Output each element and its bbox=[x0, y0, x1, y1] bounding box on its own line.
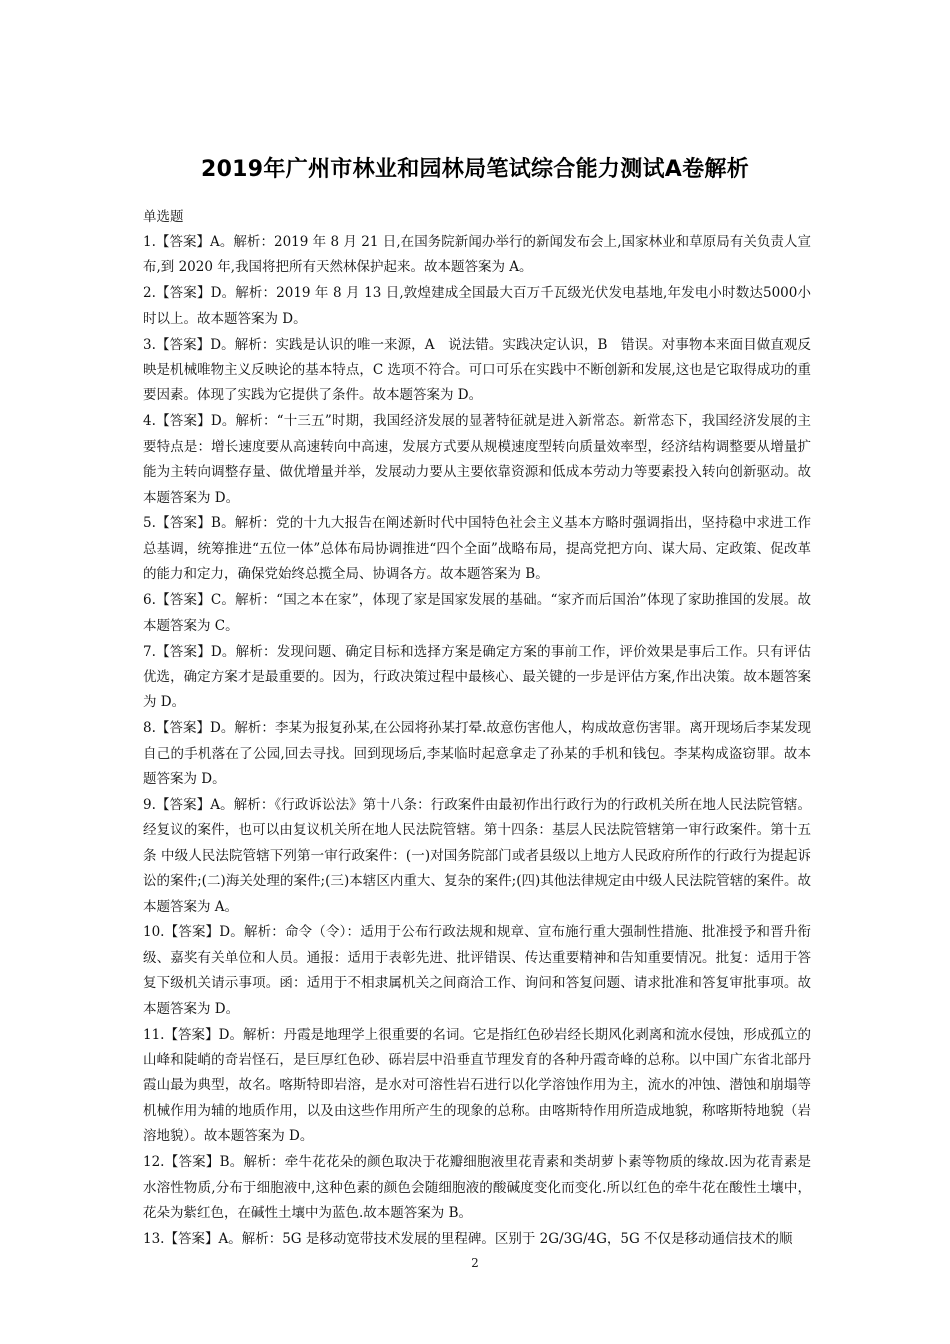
answer-item-5: 5.【答案】B。解析：党的十九大报告在阐述新时代中国特色社会主义基本方略时强调指出，坚持稳中求进工作总基调，统筹推进“五位一体”总体布局协调推进“四个全面”战略布局，提高党把方向、谋大局、定政策、促改革的能力和定力，确保党始终总揽全局、协调各方。故本题答案为 B。 bbox=[143, 515, 811, 583]
section-label: 单选题 bbox=[143, 209, 184, 225]
answer-item-2: 2.【答案】D。解析：2019 年 8 月 13 日,敦煌建成全国最大百万千瓦级光伏发电基地,年发电小时数达5000小时以上。故本题答案为 D。 bbox=[143, 285, 811, 327]
answer-item-4: 4.【答案】D。解析：“十三五”时期，我国经济发展的显著特征就是进入新常态。新常态下，我国经济发展的主要特点是：增长速度要从高速转向中高速，发展方式要从规模速度型转向质量效率型，经济结构调整要从增量扩能为主转向调整存量、做优增量并举，发展动力要从主要依靠资源和低成本劳动力等要素投入转向创新驱动。故本题答案为 D。 bbox=[143, 413, 811, 506]
document-title: 2019年广州市林业和园林局笔试综合能力测试A卷解析 bbox=[200, 157, 750, 182]
answer-item-7: 7.【答案】D。解析：发现问题、确定目标和选择方案是确定方案的事前工作，评价效果是事后工作。只有评估优选，确定方案才是最重要的。因为，行政决策过程中最核心、最关键的一步是评估方案,作出决策。故本题答案为 D。 bbox=[143, 643, 811, 711]
answer-item-12: 12.【答案】B。解析：牵牛花花朵的颜色取决于花瓣细胞液里花青素和类胡萝卜素等物质的缘故.因为花青素是水溶性物质,分布于细胞液中,这种色素的颜色会随细胞液的酸碱度变化而变化.所以红色的牵牛花在酸性土壤中，花朵为紫红色，在碱性土壤中为蓝色.故本题答案为 B。 bbox=[143, 1154, 811, 1221]
page-number: 2 bbox=[471, 1256, 479, 1270]
answer-item-10: 10.【答案】D。解析：命令（令）：适用于公布行政法规和规章、宣布施行重大强制性措施、批准授予和晋升衔级、嘉奖有关单位和人员。通报：适用于表彰先进、批评错误、传达重要精神和告知重要情况。批复：适用于答复下级机关请示事项。函：适用于不相隶属机关之间商洽工作、询问和答复问题、请求批准和答复审批事项。故本题答案为 D。 bbox=[143, 924, 811, 1017]
answer-item-3: 3.【答案】D。解析：实践是认识的唯一来源，A 说法错。实践决定认识，B 错误。对事物本来面目做直观反映是机械唯物主义反映论的基本特点，C 选项不符合。可口可乐在实践中不断创新和发展,这也是它取得成功的重要因素。体现了实践为它提供了条件。故本题答案为 D。 bbox=[143, 336, 811, 404]
answer-item-13: 13.【答案】A。解析：5G 是移动宽带技术发展的里程碑。区别于 2G/3G/4G，5G 不仅是移动通信技术的顺 bbox=[143, 1230, 793, 1247]
answer-item-8: 8.【答案】D。解析：李某为报复孙某,在公园将孙某打晕.故意伤害他人，构成故意伤害罪。离开现场后李某发现自己的手机落在了公园,回去寻找。回到现场后,李某临时起意拿走了孙某的手机和钱包。李某构成盗窃罪。故本题答案为 D。 bbox=[143, 720, 811, 788]
answer-item-9: 9.【答案】A。解析：《行政诉讼法》第十八条：行政案件由最初作出行政行为的行政机关所在地人民法院管辖。经复议的案件，也可以由复议机关所在地人民法院管辖。第十四条：基层人民法院管辖第一审行政案件。第十五条 中级人民法院管辖下列第一审行政案件：(一)对国务院部门或者县级以上地方人民政府所作的行政行为提起诉讼的案件;(二)海关处理的案件;(三)本辖区内重大、复杂的案件;(四)其他法律规定由中级人民法院管辖的案件。故本题答案为 A。 bbox=[143, 796, 811, 915]
answer-item-6: 6.【答案】C。解析：“国之本在家”，体现了家是国家发展的基础。“家齐而后国治”体现了家助推国的发展。故本题答案为 C。 bbox=[143, 592, 811, 634]
answer-item-11: 11.【答案】D。解析：丹霞是地理学上很重要的名词。它是指红色砂岩经长期风化剥离和流水侵蚀，形成孤立的山峰和陡峭的奇岩怪石，是巨厚红色砂、砾岩层中沿垂直节理发育的各种丹霞奇峰的总称。以中国广东省北部丹霞山最为典型，故名。喀斯特即岩溶，是水对可溶性岩石进行以化学溶蚀作用为主，流水的冲蚀、潜蚀和崩塌等机械作用为辅的地质作用，以及由这些作用所产生的现象的总称。由喀斯特作用所造成地貌，称喀斯特地貌（岩溶地貌）。故本题答案为 D。 bbox=[143, 1026, 811, 1145]
document-body bbox=[143, 205, 811, 1253]
answer-item-1: 1.【答案】A。解析：2019 年 8 月 21 日,在国务院新闻办举行的新闻发布会上,国家林业和草原局有关负责人宣布,到 2020 年,我国将把所有天然林保护起来。故本题答案为 A。 bbox=[143, 234, 811, 276]
